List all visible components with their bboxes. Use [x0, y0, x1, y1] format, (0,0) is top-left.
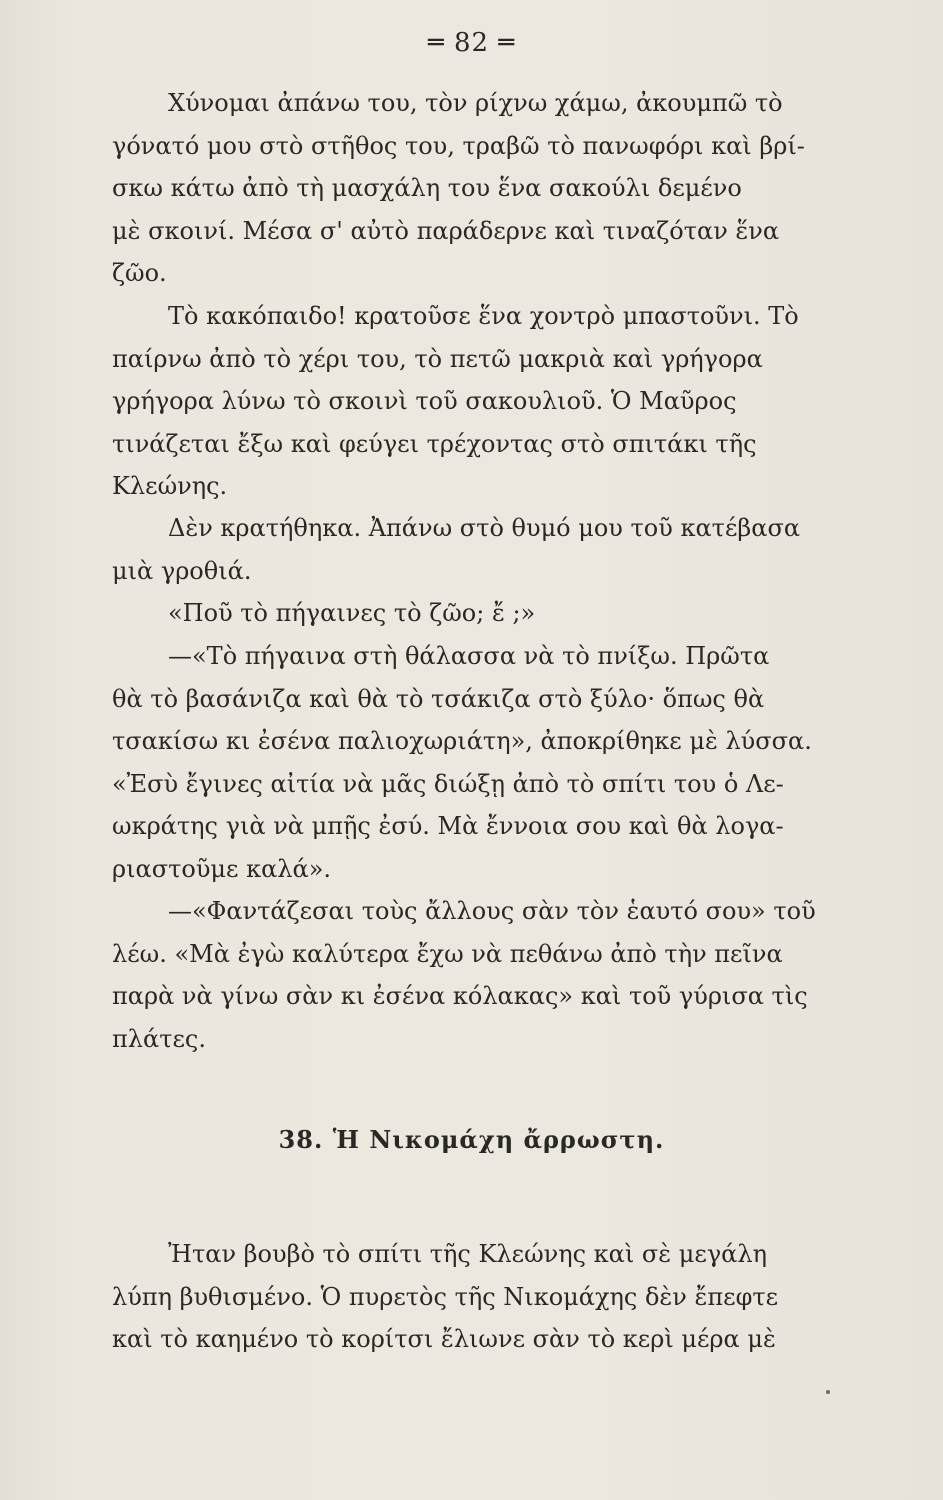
paragraph-2	[112, 295, 896, 508]
text-line: —«Τὸ πήγαινα στὴ θάλασσα νὰ τὸ πνίξω. Πρῶτα	[168, 642, 770, 670]
text-line: «Ποῦ τὸ πήγαινες τὸ ζῶο; ἔ ;»	[168, 599, 536, 627]
text-line: λύπη βυθισμένο. Ὁ πυρετὸς τῆς Νικομάχης δὲν ἔπεφτε	[112, 1282, 779, 1311]
section-heading: 38. Ἡ Νικομάχη ἄρρωστη.	[278, 1125, 665, 1154]
text-line: παρὰ νὰ γίνω σὰν κι ἐσένα κόλακας» καὶ τοῦ γύρισα τὶς	[112, 982, 808, 1010]
paragraph-3	[112, 507, 896, 592]
paragraph-5	[112, 635, 896, 890]
text-line: λέω. «Μὰ ἐγὼ καλύτερα ἔχω νὰ πεθάνω ἀπὸ τὴν πεῖνα	[112, 939, 783, 968]
text-line: ζῶο.	[112, 259, 167, 287]
page-number	[0, 28, 943, 58]
text-line: Χύνομαι ἀπάνω του, τὸν ρίχνω χάμω, ἀκουμπῶ τὸ	[168, 89, 783, 117]
text-line: γόνατό μου στὸ στῆθος του, τραβῶ τὸ πανωφόρι καὶ βρί-	[112, 131, 805, 160]
text-line: ωκράτης γιὰ νὰ μπῇς ἐσύ. Μὰ ἔννοια σου καὶ θὰ λογα-	[112, 812, 784, 840]
text-line: πλάτες.	[112, 1024, 206, 1053]
paragraph-6	[112, 890, 896, 1060]
text-line: ριαστοῦμε καλά».	[112, 854, 332, 883]
text-line: Δὲν κρατήθηκα. Ἀπάνω στὸ θυμό μου τοῦ κατέβασα	[168, 514, 801, 542]
section-paragraph	[112, 1233, 896, 1361]
text-line: τσακίσω κι ἐσένα παλιοχωριάτη», ἀποκρίθηκε μὲ λύσσα.	[112, 727, 812, 755]
left-rule: ═	[428, 28, 445, 58]
text-line: σκω κάτω ἀπὸ τὴ μασχάλη του ἕνα σακούλι δεμένο	[112, 174, 742, 202]
page-number-value: 82	[453, 28, 490, 58]
ink-speck	[826, 1390, 830, 1394]
paragraph-4	[112, 592, 896, 635]
text-line: «Ἐσὺ ἔγινες αἰτία νὰ μᾶς διώξῃ ἀπὸ τὸ σπίτι του ὁ Λε-	[112, 769, 784, 798]
right-rule: ═	[498, 28, 515, 58]
text-line: μὲ σκοινί. Μέσα σ' αὐτὸ παράδερνε καὶ τιναζόταν ἕνα	[112, 216, 780, 245]
text-line: παίρνω ἀπὸ τὸ χέρι του, τὸ πετῶ μακριὰ καὶ γρήγορα	[112, 344, 763, 373]
text-line: γρήγορα λύνω τὸ σκοινὶ τοῦ σακουλιοῦ. Ὁ Μαῦρος	[112, 387, 737, 415]
text-line: καὶ τὸ καημένο τὸ κορίτσι ἔλιωνε σὰν τὸ κερὶ μέρα μὲ	[112, 1325, 776, 1353]
text-line: μιὰ γροθιά.	[112, 556, 252, 585]
text-line: —«Φαντάζεσαι τοὺς ἄλλους σὰν τὸν ἑαυτό σου» τοῦ	[168, 897, 816, 925]
text-line: θὰ τὸ βασάνιζα καὶ θὰ τὸ τσάκιζα στὸ ξύλο· ὅπως θὰ	[112, 684, 765, 713]
text-line: τινάζεται ἔξω καὶ φεύγει τρέχοντας στὸ σπιτάκι τῆς	[112, 429, 757, 458]
text-line: Κλεώνης.	[112, 472, 228, 500]
text-line: Ἠταν βουβὸ τὸ σπίτι τῆς Κλεώνης καὶ σὲ μεγάλη	[168, 1240, 767, 1268]
paragraph-1	[112, 82, 896, 295]
text-line: Τὸ κακόπαιδο! κρατοῦσε ἕνα χοντρὸ μπαστοῦνι. Τὸ	[168, 302, 799, 330]
